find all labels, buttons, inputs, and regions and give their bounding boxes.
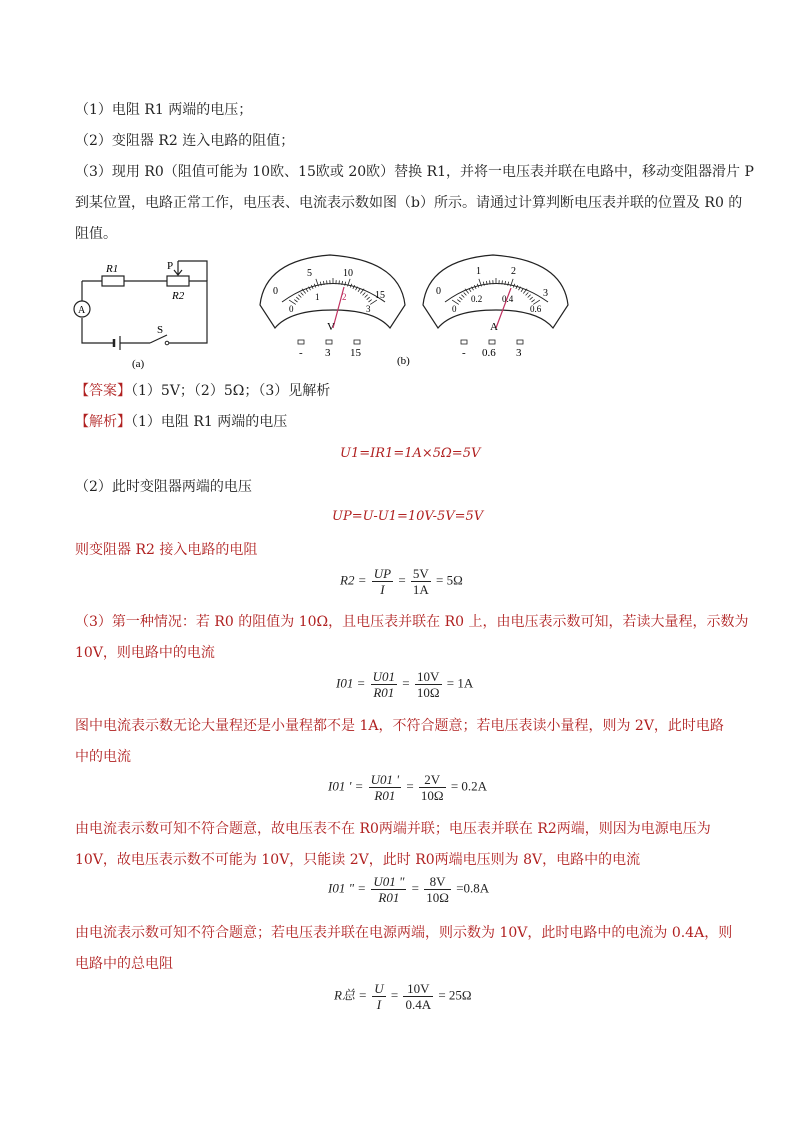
- formula-i01-prime-lhs: I01 ' =: [328, 778, 364, 794]
- formula-r2-n1: UP: [373, 566, 392, 581]
- a-bottom-0-2: 0.2: [471, 294, 483, 304]
- formula-r-total-rhs: = 25Ω: [438, 987, 472, 1003]
- formula-i01-n2: 10V: [415, 669, 442, 685]
- analysis-p7a: 由电流表示数可知不符合题意；若电压表并联在电源两端，则示数为 10V，此时电路中的电流为 0.4A，则: [75, 925, 733, 941]
- answer-label: 【答案】: [75, 383, 131, 399]
- a-bottom-0-6: 0.6: [530, 304, 542, 314]
- formula-r-total-d1: I: [376, 997, 382, 1012]
- a-top-1: 1: [476, 266, 481, 277]
- formula-r2: R2 = $\frac{UP}{I}$ = $\frac{5V}{1A}$ = 5Ω: [340, 566, 463, 597]
- question-2: （2）变阻器 R2 连入电路的阻值；: [75, 133, 295, 149]
- v-top-10: 10: [343, 268, 353, 279]
- label-switch-s: S: [157, 324, 164, 336]
- v-terminal-minus: -: [299, 347, 303, 359]
- formula-i01-dp-d2: 10Ω: [426, 890, 449, 905]
- formula-i01-dp-n2: 8V: [424, 874, 451, 890]
- meter-tick: [339, 280, 340, 284]
- analysis-p5b: 中的电流: [75, 749, 131, 765]
- formula-i01-prime-n2: 2V: [419, 772, 446, 788]
- answer-text: （1）5V；（2）5Ω；（3）见解析: [131, 383, 331, 399]
- answer-line: [75, 381, 330, 401]
- formula-r2-d2: 1A: [412, 582, 429, 597]
- caption-a: (a): [132, 358, 145, 370]
- formula-i01-prime-d2: 10Ω: [420, 788, 444, 803]
- analysis-p6a: 由电流表示数可知不符合题意，故电压表不在 R0两端并联；电压表并联在 R2两端，则因为电源电压为: [75, 821, 711, 837]
- analysis-p6b: 10V，故电压表示数不可能为 10V，只能读 2V，此时 R0两端电压则为 8V，电路中的电流: [75, 852, 641, 868]
- analysis-p2: （2）此时变阻器两端的电压: [75, 479, 252, 495]
- formula-i01-d2: 10Ω: [416, 685, 440, 700]
- formula-r2-lhs: R2 =: [340, 572, 367, 588]
- question-3-line-3: 阻值。: [75, 226, 117, 242]
- formula-r2-rhs: = 5Ω: [436, 572, 463, 588]
- formula-i01-rhs: = 1A: [446, 675, 474, 691]
- formula-i01: I01 = $\frac{U01}{R01}$ = $\frac{10V}{10\Omega}$ = 1A: [336, 669, 474, 700]
- a-terminal-minus: -: [462, 347, 466, 359]
- analysis-p7b: 电路中的总电阻: [75, 956, 173, 972]
- label-r1: R1: [106, 263, 119, 275]
- analysis-p4a: （3）第一种情况：若 R0 的阻值为 10Ω，且电压表并联在 R0 上，由电压表示数可知，若读大量程，示数为: [75, 614, 749, 630]
- meter-tick: [327, 280, 328, 284]
- formula-i01-prime-rhs: = 0.2A: [450, 778, 488, 794]
- formula-r-total-n1: U: [374, 981, 384, 996]
- question-3-line-2: 到某位置，电路正常工作，电压表、电流表示数如图（b）所示。请通过计算判断电压表并联的位置及 R0 的: [75, 195, 743, 211]
- meters-figure: [255, 250, 585, 375]
- formula-r2-d1: I: [380, 582, 385, 597]
- formula-i01-double-prime: I01 " = $\frac{U01 "}{R01}$ = $\frac{8V}{10\Omega}$ =0.8A: [328, 874, 490, 905]
- analysis-p4b: 10V，则电路中的电流: [75, 645, 215, 661]
- a-top-2: 2: [511, 266, 516, 277]
- analysis-p5a: 图中电流表示数无论大量程还是小量程都不是 1A，不符合题意；若电压表读小量程，则为 2V，此时电路: [75, 718, 724, 734]
- analysis-line: [75, 412, 287, 432]
- formula-i01-prime-d1: R01: [374, 788, 396, 803]
- formula-r2-n2: 5V: [412, 566, 429, 581]
- formula-r-total-lhs: R总 =: [334, 987, 367, 1003]
- label-ammeter-a: A: [78, 305, 86, 316]
- formula-i01-prime: I01 ' = $\frac{U01 '}{R01}$ = $\frac{2V}{10\Omega}$ = 0.2A: [328, 772, 488, 803]
- formula-i01-dp-d1: R01: [378, 890, 400, 905]
- v-top-15: 15: [375, 290, 385, 301]
- meter-tick: [502, 280, 503, 284]
- voltmeter-unit: V: [327, 321, 335, 333]
- formula-i01-dp-n1: U01 ": [373, 874, 405, 889]
- v-terminal-3: 3: [325, 347, 331, 359]
- a-top-3: 3: [543, 288, 548, 299]
- v-terminal-15: 15: [350, 347, 361, 359]
- voltmeter: [260, 255, 405, 359]
- v-top-0: 0: [273, 286, 278, 297]
- a-terminal-3: 3: [516, 347, 522, 359]
- formula-i01-lhs: I01 =: [336, 675, 366, 691]
- a-top-0: 0: [436, 286, 441, 297]
- formula-i01-n1: U01: [372, 669, 395, 684]
- v-bottom-3: 3: [366, 304, 371, 314]
- formula-r-total-d2: 0.4A: [405, 997, 432, 1012]
- equation-up: UP=U-U1=10V-5V=5V: [332, 509, 484, 524]
- analysis-p3: 则变阻器 R2 接入电路的电阻: [75, 542, 258, 558]
- a-terminal-0-6: 0.6: [482, 347, 496, 359]
- formula-r-total: R总 = $\frac{U}{I}$ = $\frac{10V}{0.4A}$ = 25Ω: [334, 981, 472, 1012]
- caption-b: (b): [397, 355, 410, 367]
- label-r2: R2: [172, 290, 185, 302]
- v-bottom-2: 2: [342, 292, 347, 302]
- ammeter-unit: A: [490, 321, 498, 333]
- analysis-label: 【解析】: [75, 414, 131, 430]
- formula-i01-dp-rhs: =0.8A: [456, 880, 490, 896]
- analysis-p1: （1）电阻 R1 两端的电压: [131, 414, 288, 430]
- circuit-diagram: [72, 255, 222, 375]
- a-bottom-0-4: 0.4: [502, 294, 514, 304]
- meter-tick: [490, 280, 491, 284]
- v-top-5: 5: [307, 268, 312, 279]
- formula-i01-prime-n1: U01 ': [370, 772, 400, 787]
- v-bottom-1: 1: [315, 292, 320, 302]
- ammeter: [423, 255, 568, 359]
- formula-r-total-n2: 10V: [403, 981, 433, 997]
- label-p: P: [167, 260, 174, 272]
- question-3-line-1: （3）现用 R0（阻值可能为 10欧、15欧或 20欧）替换 R1，并将一电压表并联在电路中，移动变阻器滑片 P: [75, 164, 754, 180]
- equation-u1: U1=IR1=1A×5Ω=5V: [340, 446, 481, 461]
- a-bottom-0: 0: [452, 304, 457, 314]
- question-1: （1）电阻 R1 两端的电压；: [75, 102, 253, 118]
- formula-i01-dp-lhs: I01 " =: [328, 880, 367, 896]
- v-bottom-0: 0: [289, 304, 294, 314]
- formula-i01-d1: R01: [373, 685, 395, 700]
